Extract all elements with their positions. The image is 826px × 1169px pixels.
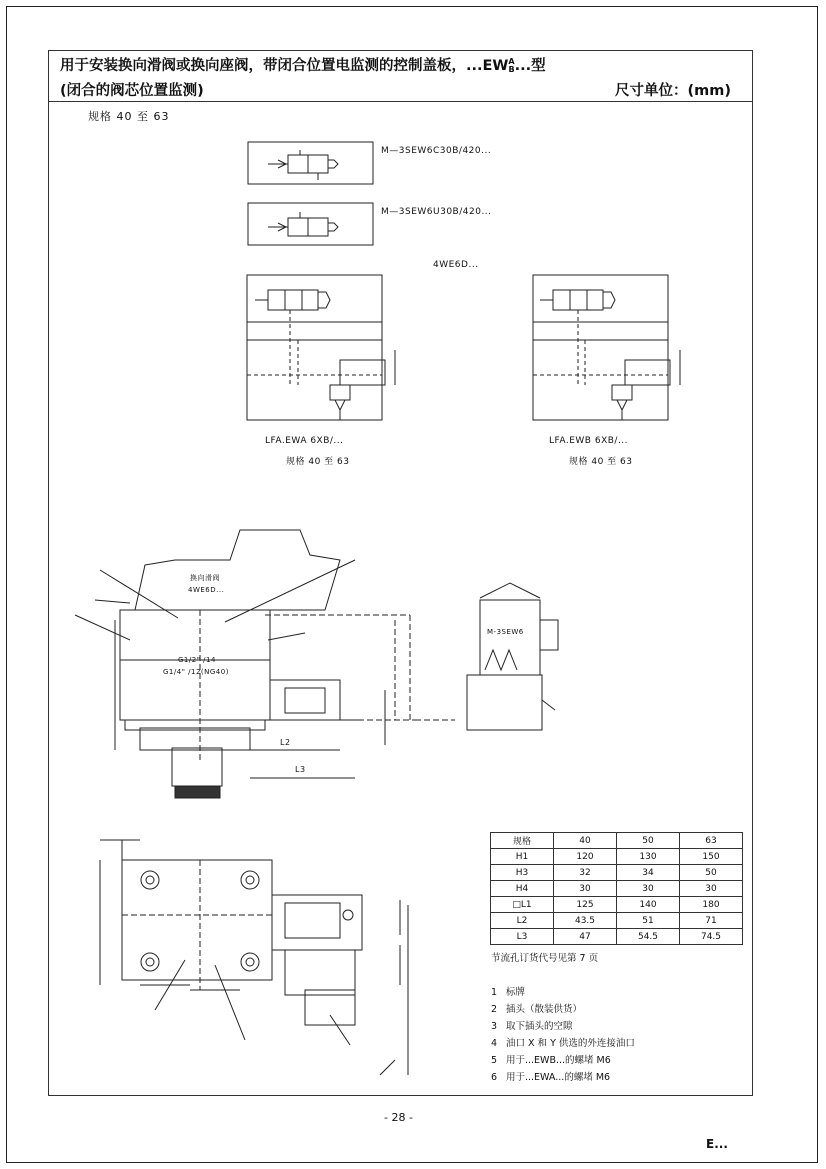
- table-cell: L3: [491, 929, 554, 945]
- page-title: 用于安装换向滑阀或换向座阀，带闭合位置电监测的控制盖板，...EW A B ...型: [60, 57, 546, 74]
- table-row: [491, 881, 743, 897]
- switch-drawing: [467, 583, 558, 730]
- table-cell: 54.5: [617, 929, 680, 945]
- dim-l2: L2: [280, 738, 291, 747]
- dim-l3: L3: [295, 765, 306, 774]
- table-cell: 50: [680, 865, 743, 881]
- valve-name-label: 换向滑阀: [190, 574, 220, 582]
- schematic-lfa-ewb: [533, 275, 680, 420]
- page-number: - 28 -: [384, 1111, 413, 1124]
- right-size: 规格 40 至 63: [569, 457, 633, 467]
- page-subtitle: (闭合的阀芯位置监测): [60, 83, 204, 99]
- table-cell: 32: [554, 865, 617, 881]
- legend-item: 2 插头（散装供货）: [491, 1004, 583, 1015]
- thread-label-1: G1/2" /14: [178, 656, 216, 664]
- unit-label: 尺寸单位：(mm): [615, 83, 731, 99]
- right-caption: LFA.EWB 6XB/...: [549, 436, 629, 446]
- left-caption: LFA.EWA 6XB/...: [265, 436, 344, 446]
- table-cell: 30: [554, 881, 617, 897]
- switch-code-u: M—3SEW6U30B/420...: [381, 207, 492, 217]
- table-cell: 130: [617, 849, 680, 865]
- left-size: 规格 40 至 63: [286, 457, 350, 467]
- table-header-cell: 63: [680, 833, 743, 849]
- top-view-drawing: [100, 840, 408, 1075]
- legend-item: 5 用于...EWB...的螺堵 M6: [491, 1055, 611, 1066]
- table-header-cell: 40: [554, 833, 617, 849]
- table-header-cell: 规格: [491, 833, 554, 849]
- legend-item: 4 油口 X 和 Y 供选的外连接油口: [491, 1038, 635, 1049]
- table-cell: □L1: [491, 897, 554, 913]
- legend-item: 6 用于...EWA...的螺堵 M6: [491, 1072, 611, 1083]
- legend-item: 3 取下插头的空隙: [491, 1021, 573, 1032]
- table-cell: 74.5: [680, 929, 743, 945]
- corner-mark: E...: [706, 1137, 728, 1151]
- table-cell: H1: [491, 849, 554, 865]
- table-row: [491, 913, 743, 929]
- table-cell: 47: [554, 929, 617, 945]
- schematic-3sew-c: [248, 142, 373, 184]
- schematic-lfa-ewa: [247, 275, 395, 420]
- table-cell: 140: [617, 897, 680, 913]
- table-cell: 150: [680, 849, 743, 865]
- table-cell: 30: [617, 881, 680, 897]
- table-row: [491, 865, 743, 881]
- table-row: [491, 849, 743, 865]
- schematic-3sew-u: [248, 203, 373, 245]
- table-cell: 30: [680, 881, 743, 897]
- legend-list: [491, 984, 635, 1086]
- table-row: [491, 929, 743, 945]
- table-cell: 125: [554, 897, 617, 913]
- switch-code-c: M—3SEW6C30B/420...: [381, 146, 492, 156]
- legend-item: 1 标牌: [491, 987, 526, 998]
- table-row: [491, 897, 743, 913]
- size-range-label: 规格 40 至 63: [88, 110, 170, 123]
- spec-table: [490, 832, 743, 945]
- side-view-drawing: [75, 530, 455, 798]
- table-cell: L2: [491, 913, 554, 929]
- valve-code: 4WE6D...: [433, 260, 479, 270]
- thread-label-2: G1/4" /12(NG40): [163, 668, 229, 676]
- table-cell: 71: [680, 913, 743, 929]
- table-cell: 51: [617, 913, 680, 929]
- table-cell: 34: [617, 865, 680, 881]
- table-cell: 120: [554, 849, 617, 865]
- table-cell: 43.5: [554, 913, 617, 929]
- table-cell: H4: [491, 881, 554, 897]
- table-cell: 180: [680, 897, 743, 913]
- switch-model-label: M-3SEW6: [487, 628, 524, 636]
- table-header-row: [491, 833, 743, 849]
- valve-model-label: 4WE6D...: [188, 586, 225, 594]
- table-header-cell: 50: [617, 833, 680, 849]
- table-cell: H3: [491, 865, 554, 881]
- orifice-note: 节流孔订货代号见第 7 页: [491, 953, 599, 964]
